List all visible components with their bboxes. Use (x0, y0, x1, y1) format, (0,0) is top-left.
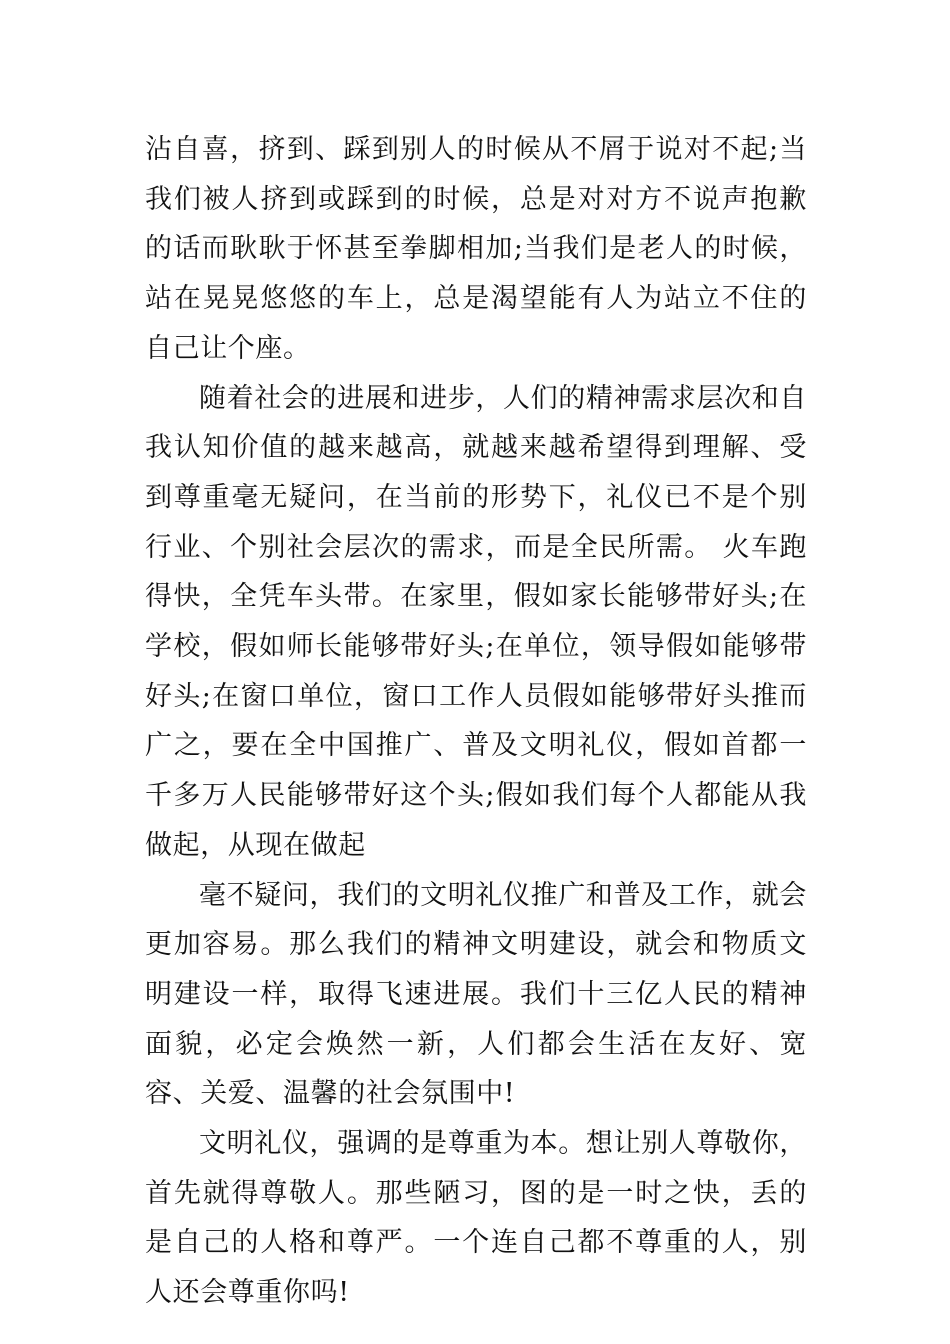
paragraph-4: 文明礼仪，强调的是尊重为本。想让别人尊敬你，首先就得尊敬人。那些陋习，图的是一时之快，丢的是自己的人格和尊严。一个连自己都不尊重的人，别人还会尊重你吗! (145, 1128, 807, 1309)
body-text (145, 125, 807, 1318)
paragraph-3: 毫不疑问，我们的文明礼仪推广和普及工作，就会更加容易。那么我们的精神文明建设，就会和物质文明建设一样，取得飞速进展。我们十三亿人民的精神面貌，必定会焕然一新，人们都会生活在友好、宽容、关爱、温馨的社会氛围中! (145, 879, 807, 1110)
paragraph-2: 随着社会的进展和进步，人们的精神需求层次和自我认知价值的越来越高，就越来越希望得到理解、受到尊重毫无疑问，在当前的形势下，礼仪已不是个别行业、个别社会层次的需求，而是全民所需。 火车跑得快，全凭车头带。在家里，假如家长能够带好头;在学校，假如师长能够带好头;在单位，领导假如能够带好头;在窗口单位，窗口工作人员假如能够带好头推而广之，要在全中国推广、普及文明礼仪，假如首都一千多万人民能够带好这个头;假如我们每个人都能从我做起，从现在做起 (145, 382, 807, 861)
paragraph-1: 沾自喜，挤到、踩到别人的时候从不屑于说对不起;当我们被人挤到或踩到的时候，总是对对方不说声抱歉的话而耿耿于怀甚至拳脚相加;当我们是老人的时候，站在晃晃悠悠的车上，总是渴望能有人为站立不住的自己让个座。 (145, 134, 807, 364)
